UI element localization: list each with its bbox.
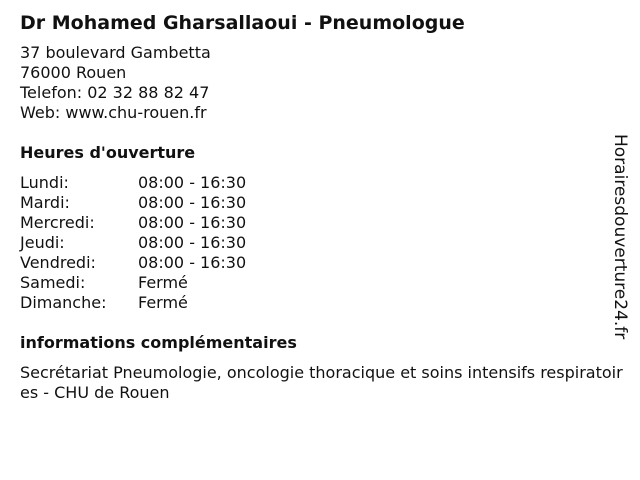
hours-row-wednesday <box>20 213 610 233</box>
hours-heading: Heures d'ouverture <box>20 143 196 162</box>
hours-day: Jeudi: <box>20 233 65 252</box>
hours-row-friday <box>20 253 610 273</box>
hours-day: Vendredi: <box>20 253 96 272</box>
hours-time: 08:00 - 16:30 <box>138 253 247 272</box>
hours-day: Samedi: <box>20 273 86 292</box>
hours-list <box>20 173 610 313</box>
hours-day: Mardi: <box>20 193 70 212</box>
hours-day: Lundi: <box>20 173 69 192</box>
hours-time: 08:00 - 16:30 <box>138 213 247 232</box>
hours-time: 08:00 - 16:30 <box>138 173 247 192</box>
hours-row-tuesday <box>20 193 610 213</box>
address-city: 76000 Rouen <box>20 63 127 82</box>
address-web: Web: www.chu-rouen.fr <box>20 103 207 122</box>
address-block <box>20 43 610 123</box>
hours-time: 08:00 - 16:30 <box>138 233 247 252</box>
hours-row-monday <box>20 173 610 193</box>
address-street: 37 boulevard Gambetta <box>20 43 211 62</box>
hours-day: Dimanche: <box>20 293 107 312</box>
hours-day: Mercredi: <box>20 213 95 232</box>
info-heading: informations complémentaires <box>20 333 297 352</box>
hours-time: Fermé <box>138 293 188 312</box>
hours-row-thursday <box>20 233 610 253</box>
hours-time: 08:00 - 16:30 <box>138 193 247 212</box>
brand-watermark: Horairesdouverture24.fr <box>610 134 630 340</box>
hours-row-saturday <box>20 273 610 293</box>
hours-time: Fermé <box>138 273 188 292</box>
address-phone: Telefon: 02 32 88 82 47 <box>20 83 210 102</box>
page-title: Dr Mohamed Gharsallaoui - Pneumologue <box>20 12 465 34</box>
info-text: Secrétariat Pneumologie, oncologie thoracique et soins intensifs respiratoires - CHU de Rouen <box>20 363 623 402</box>
hours-row-sunday <box>20 293 610 313</box>
